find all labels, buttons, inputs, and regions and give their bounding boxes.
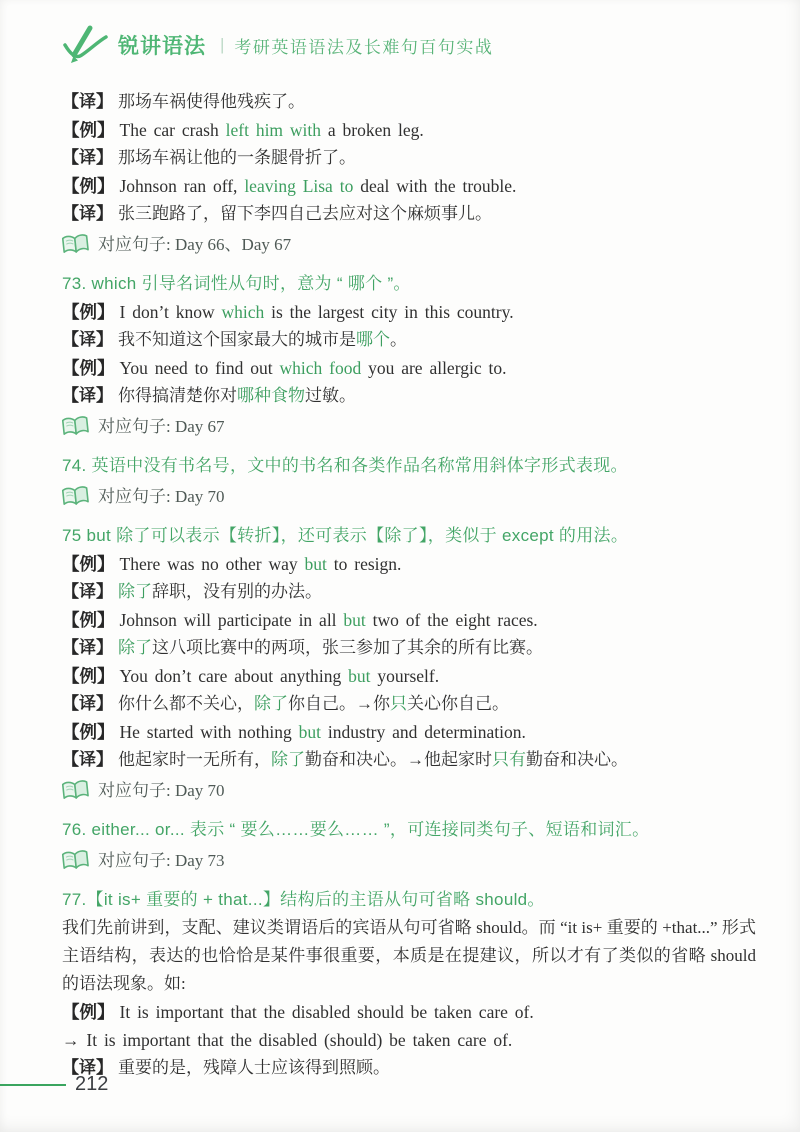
line-label: 【例】	[62, 1002, 115, 1022]
heading-line	[62, 522, 756, 550]
logo-text: 锐讲语法	[118, 35, 206, 58]
example-line	[62, 662, 756, 690]
para-line	[62, 914, 756, 998]
page-header	[0, 0, 800, 80]
text-segment: 76. either... or... 表示 “ 要么……要么…… ”，可连接同类句子、短语和词汇。	[62, 820, 650, 839]
highlight-segment: 哪种食物	[237, 386, 305, 405]
text-segment: → It is important that the disabled (should) be taken care of.	[62, 1030, 513, 1050]
text-segment: 对应句子: Day 70	[98, 487, 225, 506]
pen-check-icon	[62, 24, 108, 66]
line-label: 【译】	[62, 92, 113, 111]
text-segment: 对应句子: Day 66、Day 67	[98, 235, 292, 254]
book-subtitle: 考研英语语法及长难句百句实战	[234, 37, 494, 57]
translation-line	[62, 382, 756, 410]
text-segment: 73. which 引导名词性从句时，意为 “ 哪个 ”。	[62, 274, 411, 293]
translation-line	[62, 326, 756, 354]
text-segment: 。	[390, 330, 407, 349]
text-segment: You need to find out	[119, 358, 280, 378]
text-segment: 勤奋和决心。	[526, 750, 628, 769]
text-segment: a broken leg.	[321, 120, 424, 140]
highlight-segment: but	[348, 666, 371, 686]
ref-line	[62, 413, 756, 441]
text-segment: industry and determination.	[321, 722, 526, 742]
text-segment: 那场车祸使得他残疾了。	[118, 92, 305, 111]
text-segment: He started with nothing	[119, 722, 299, 742]
text-segment: 勤奋和决心。→他起家时	[305, 750, 492, 769]
line-label: 【例】	[62, 176, 115, 196]
text-segment: two of the eight races.	[365, 610, 538, 630]
text-segment: The car crash	[119, 120, 226, 140]
line-label: 【译】	[62, 582, 113, 601]
text-segment: It is important that the disabled should be taken care of.	[119, 1002, 534, 1022]
example-line	[62, 298, 756, 326]
text-segment: You don’t care about anything	[119, 666, 349, 686]
text-segment: 你得搞清楚你对	[118, 386, 237, 405]
header-separator: |	[220, 35, 225, 54]
text-segment: 对应句子: Day 67	[98, 417, 225, 436]
page-number: 212	[75, 1073, 109, 1095]
text-segment: 你什么都不关心，	[118, 694, 254, 713]
line-label: 【译】	[62, 694, 113, 713]
text-segment: 我们先前讲到，支配、建议类谓语后的宾语从句可省略 should。而 “it is+ 重要的 +that...” 形式主语结构，表达的也恰恰是某件事很重要，本质是在提建议，所以才有了类似的省略 should 的语法现象。如:	[62, 918, 756, 993]
line-label: 【译】	[62, 1058, 113, 1077]
example-line	[62, 718, 756, 746]
example-line	[62, 116, 756, 144]
arrow-line	[62, 1026, 756, 1054]
example-line	[62, 606, 756, 634]
footer-rule	[0, 1084, 66, 1086]
line-label: 【例】	[62, 302, 115, 322]
text-segment: Johnson will participate in all	[119, 610, 344, 630]
text-segment: 75 but 除了可以表示【转折】，还可表示【除了】，类似于 except 的用法。	[62, 526, 629, 545]
open-book-icon	[61, 779, 90, 804]
line-label: 【译】	[62, 204, 113, 223]
translation-line	[62, 690, 756, 718]
open-book-icon	[61, 485, 90, 510]
highlight-segment: but	[343, 610, 366, 630]
highlight-segment: 除了	[118, 638, 152, 657]
line-label: 【例】	[62, 120, 115, 140]
ref-line	[62, 847, 756, 875]
highlight-segment: which food	[279, 358, 362, 378]
text-segment: deal with the trouble.	[353, 176, 517, 196]
page-footer	[0, 1073, 108, 1096]
highlight-segment: but	[298, 722, 322, 742]
text-segment: 我不知道这个国家最大的城市是	[118, 330, 356, 349]
text-segment: 他起家时一无所有，	[118, 750, 271, 769]
text-segment: 张三跑路了，留下李四自己去应对这个麻烦事儿。	[118, 204, 492, 223]
highlight-segment: 哪个	[356, 330, 390, 349]
text-segment: to resign.	[326, 554, 402, 574]
highlight-segment: but	[304, 554, 327, 574]
translation-line	[62, 1054, 756, 1082]
translation-line	[62, 746, 756, 774]
translation-line	[62, 144, 756, 172]
heading-line	[62, 886, 756, 914]
highlight-segment: 除了	[118, 582, 152, 601]
text-segment: 关心你自己。	[407, 694, 509, 713]
text-segment: 77.【it is+ 重要的 + that...】结构后的主语从句可省略 should。	[62, 890, 545, 909]
highlight-segment: which	[221, 302, 265, 322]
text-segment: yourself.	[370, 666, 440, 686]
line-label: 【例】	[62, 358, 115, 378]
highlight-segment: leaving Lisa to	[244, 176, 354, 196]
translation-line	[62, 200, 756, 228]
highlight-segment: 除了	[271, 750, 305, 769]
line-label: 【译】	[62, 750, 113, 769]
translation-line	[62, 578, 756, 606]
ref-line	[62, 231, 756, 259]
text-segment: 过敏。	[305, 386, 356, 405]
text-segment: There was no other way	[119, 554, 305, 574]
example-line	[62, 354, 756, 382]
heading-line	[62, 452, 756, 480]
highlight-segment: 只有	[492, 750, 526, 769]
line-label: 【译】	[62, 386, 113, 405]
text-segment: 这八项比赛中的两项，张三参加了其余的所有比赛。	[152, 638, 543, 657]
translation-line	[62, 634, 756, 662]
text-segment: Johnson ran off,	[119, 176, 245, 196]
line-label: 【译】	[62, 330, 113, 349]
content-area	[0, 80, 800, 1082]
text-segment: 你自己。→你	[288, 694, 390, 713]
line-label: 【例】	[62, 554, 115, 574]
line-label: 【例】	[62, 722, 115, 742]
highlight-segment: left him with	[225, 120, 322, 140]
line-label: 【例】	[62, 610, 115, 630]
text-segment: 74. 英语中没有书名号，文中的书名和各类作品名称常用斜体字形式表现。	[62, 456, 628, 475]
text-segment: is the largest city in this country.	[264, 302, 514, 322]
line-label: 【例】	[62, 666, 115, 686]
text-segment: 重要的是，残障人士应该得到照顾。	[118, 1058, 390, 1077]
text-segment: you are allergic to.	[361, 358, 507, 378]
highlight-segment: 除了	[254, 694, 288, 713]
text-segment: 对应句子: Day 70	[98, 781, 225, 800]
example-line	[62, 998, 756, 1026]
example-line	[62, 550, 756, 578]
open-book-icon	[61, 849, 90, 874]
text-segment: 辞职，没有别的办法。	[152, 582, 322, 601]
ref-line	[62, 483, 756, 511]
line-label: 【译】	[62, 148, 113, 167]
text-segment: I don’t know	[119, 302, 222, 322]
open-book-icon	[61, 415, 90, 440]
heading-line	[62, 270, 756, 298]
open-book-icon	[61, 233, 90, 258]
line-label: 【译】	[62, 638, 113, 657]
translation-line	[62, 88, 756, 116]
text-segment: 那场车祸让他的一条腿骨折了。	[118, 148, 356, 167]
highlight-segment: 只	[390, 694, 407, 713]
ref-line	[62, 777, 756, 805]
example-line	[62, 172, 756, 200]
text-segment: 对应句子: Day 73	[98, 851, 225, 870]
heading-line	[62, 816, 756, 844]
